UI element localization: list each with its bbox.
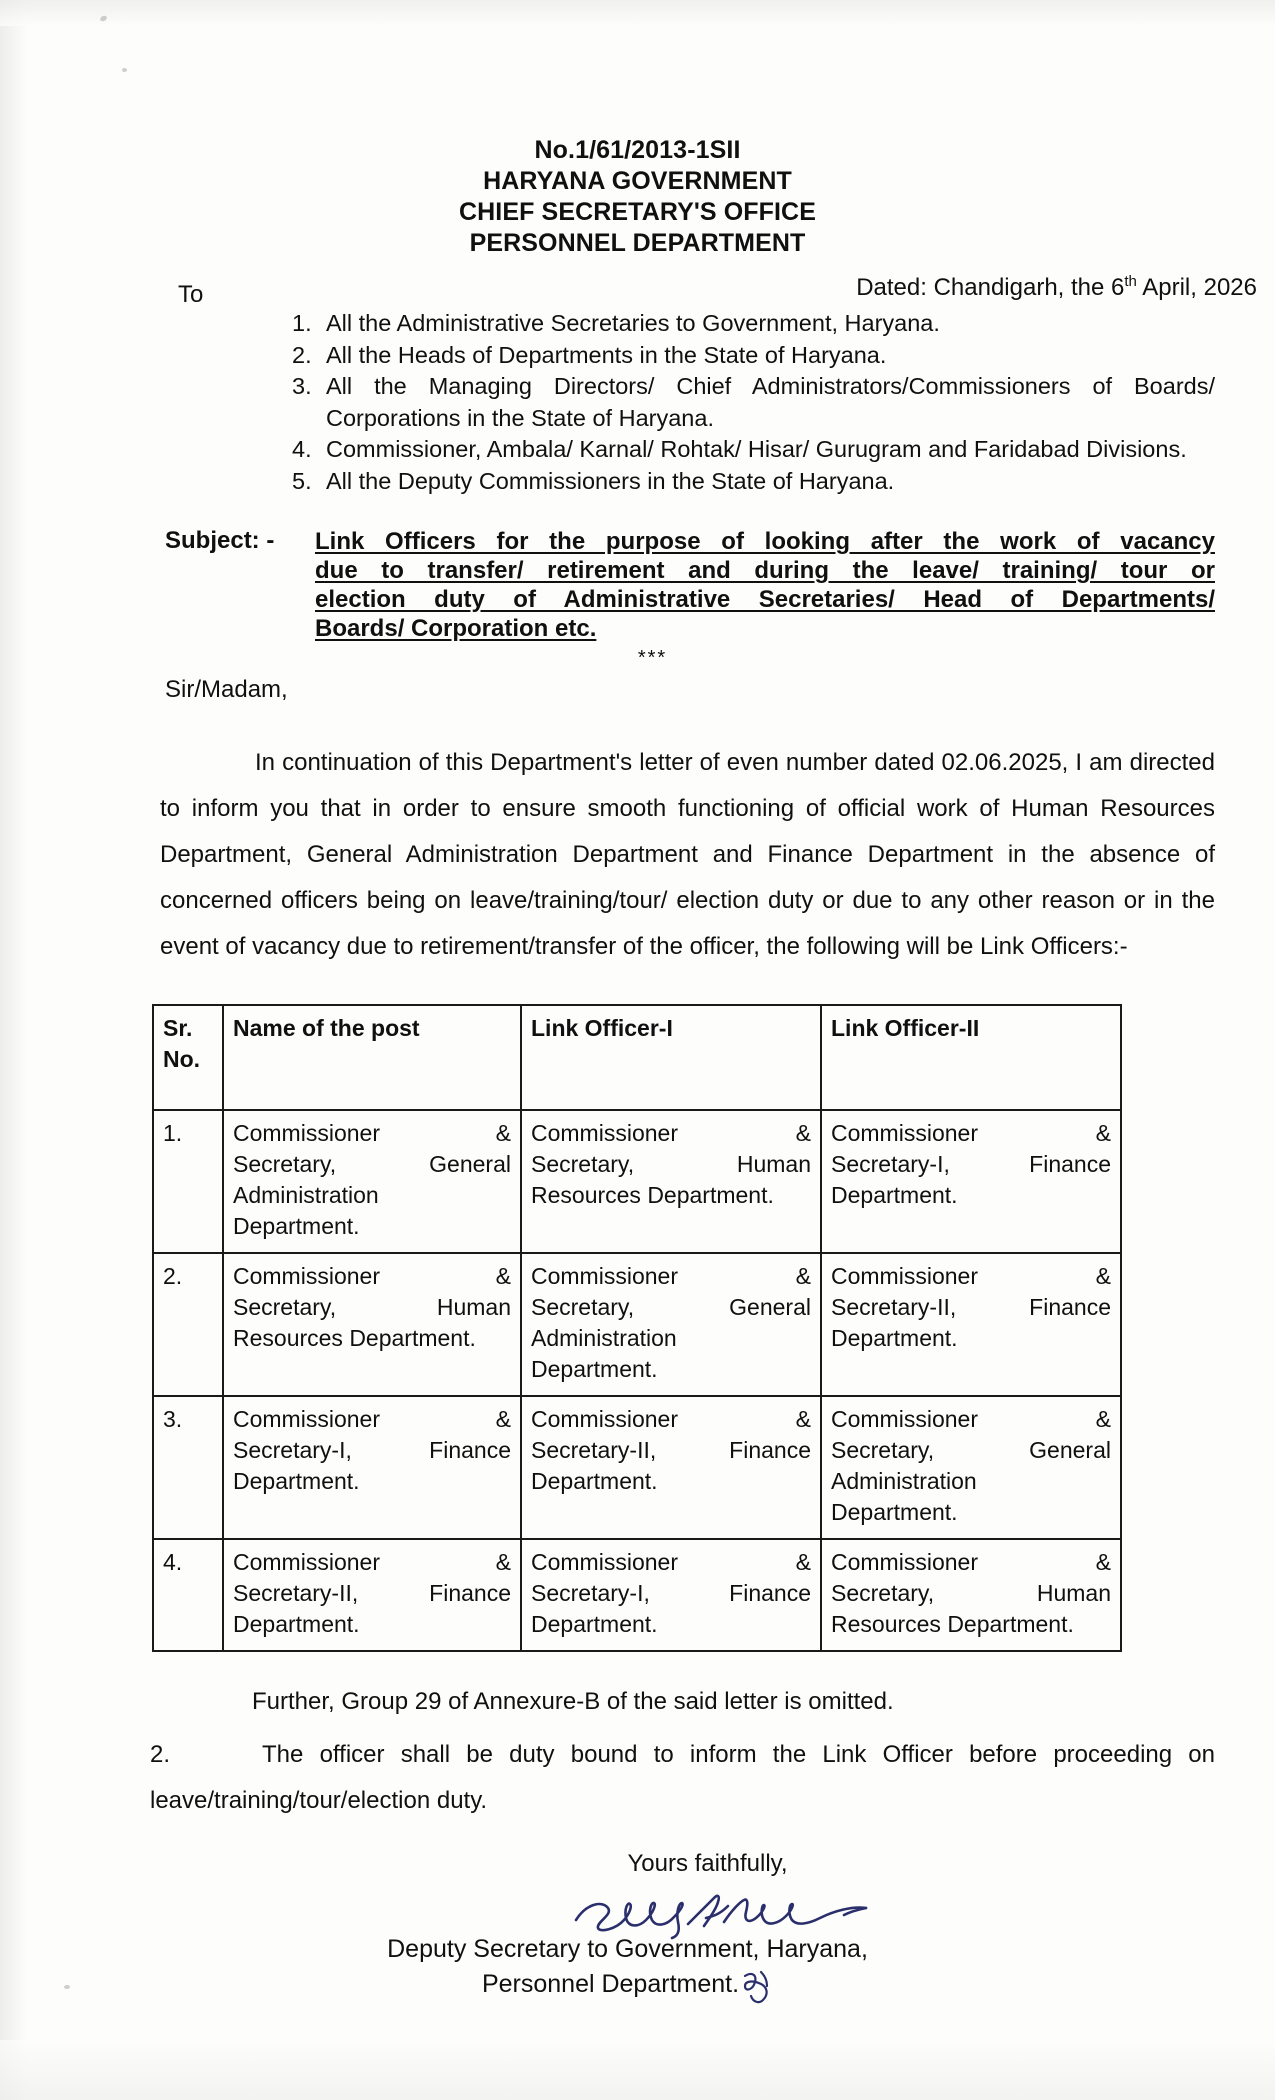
cell-lines — [831, 1404, 1111, 1528]
cell-line: Department. — [531, 1468, 658, 1494]
list-item-text: All the Deputy Commissioners in the State of Haryana. — [326, 467, 895, 494]
signature-block — [0, 1850, 1275, 2015]
cell-line: Commissioner & — [233, 1120, 511, 1146]
list-item-number: 5. — [292, 467, 312, 494]
cell-line: Department. — [233, 1213, 360, 1239]
list-item-number: 2. — [292, 341, 312, 368]
cell-link-officer-1 — [521, 1110, 821, 1253]
list-item-text: Commissioner, Ambala/ Karnal/ Rohtak/ Hisar/ Gurugram and Faridabad Divisions. — [326, 436, 1187, 462]
cell-lines — [233, 1547, 511, 1640]
cell-lines — [233, 1261, 511, 1354]
cell-line: Secretary-II, Finance — [531, 1437, 811, 1463]
header-line-1: HARYANA GOVERNMENT — [483, 167, 792, 195]
designation-line-1: Deputy Secretary to Government, Haryana, — [387, 1935, 868, 1963]
cell-lines — [531, 1547, 811, 1640]
cell-line: Secretary, Human — [531, 1151, 811, 1177]
cell-line: Commissioner & — [531, 1406, 811, 1432]
cell-line: Secretary-I, Finance — [233, 1437, 511, 1463]
paragraph-2-text: The officer shall be duty bound to inform the Link Officer before proceeding on leave/training/tour/election duty. — [150, 1741, 1215, 1814]
subject-block — [0, 527, 1275, 643]
body-paragraph-text: In continuation of this Department's letter of even number dated 02.06.2025, I am directed to inform you that in order to ensure smooth functioning of official work of Human Resources Department, General Administration Department and Finance Department in the absence of concerned officers being on leave/training/tour/ election duty or due to any other reason or in the event of vacancy due to retirement/transfer of the officer, the following will be Link Officers:- — [160, 749, 1215, 960]
cell-link-officer-2 — [821, 1110, 1121, 1253]
cell-line: Secretary, General — [531, 1294, 811, 1320]
cell-line: Department. — [233, 1468, 360, 1494]
list-item — [292, 466, 1215, 498]
list-item — [292, 371, 1215, 434]
cell-line: Department. — [831, 1182, 958, 1208]
column-header-link-officer-1: Link Officer-I — [521, 1005, 821, 1110]
list-item-number: 3. — [292, 373, 312, 399]
handwritten-signature-icon — [210, 1884, 1255, 1936]
cell-sr-no: 3. — [153, 1396, 223, 1539]
further-note — [160, 1682, 1215, 1722]
cell-line: Resources Department. — [233, 1325, 476, 1351]
cell-line: Secretary, General — [233, 1151, 511, 1177]
list-item — [292, 308, 1215, 340]
cell-line: Secretary-II, Finance — [831, 1294, 1111, 1320]
list-item-number: 4. — [292, 436, 312, 462]
cell-line: Commissioner & — [531, 1263, 811, 1289]
cell-line: Secretary, Human — [233, 1294, 511, 1320]
table-row — [153, 1110, 1121, 1253]
body-paragraph — [160, 740, 1215, 970]
cell-link-officer-2 — [821, 1539, 1121, 1651]
dated-prefix: Dated: Chandigarh, the 6 — [856, 274, 1125, 301]
cell-line: Commissioner & — [233, 1406, 511, 1432]
cell-line: Resources Department. — [531, 1182, 774, 1208]
cell-link-officer-1 — [521, 1253, 821, 1396]
cell-lines — [531, 1118, 811, 1211]
cell-line: Department. — [831, 1325, 958, 1351]
cell-line: Commissioner & — [233, 1549, 511, 1575]
subject-line: Boards/ Corporation etc. — [315, 615, 597, 642]
subject-line: Link Officers for the purpose of looking after the work of vacancy — [315, 528, 1215, 555]
cell-sr-no: 1. — [153, 1110, 223, 1253]
letterhead — [0, 135, 1275, 259]
cell-lines — [531, 1261, 811, 1385]
separator-asterisks: *** — [637, 647, 668, 669]
signatory-designation — [0, 1932, 1255, 2015]
cell-post — [223, 1396, 521, 1539]
link-officers-table — [152, 1004, 1122, 1652]
header-line-2: CHIEF SECRETARY'S OFFICE — [459, 198, 816, 226]
cell-lines — [531, 1404, 811, 1497]
cell-line: Commissioner & — [831, 1549, 1111, 1575]
subject-line: due to transfer/ retirement and during the leave/ training/ tour or — [315, 557, 1215, 584]
link-officers-table-wrapper — [152, 1004, 1120, 1652]
dated-suffix: April, 2026 — [1136, 274, 1257, 301]
cell-post — [223, 1253, 521, 1396]
cell-line: Commissioner & — [233, 1263, 511, 1289]
cell-line: Secretary-II, Finance — [233, 1580, 511, 1606]
cell-sr-no: 2. — [153, 1253, 223, 1396]
subject-line: election duty of Administrative Secretaries/ Head of Departments/ — [315, 586, 1215, 613]
scan-edge-bottom — [0, 2040, 1275, 2100]
header-line-3: PERSONNEL DEPARTMENT — [469, 229, 806, 257]
salutation: Sir/Madam, — [165, 676, 288, 703]
sr-no-line2: No. — [163, 1046, 201, 1072]
paragraph-2-number: 2. — [150, 1741, 171, 1768]
cell-line: Department. — [233, 1611, 360, 1637]
yours-faithfully: Yours faithfully, — [627, 1850, 788, 1877]
cell-line: Department. — [531, 1356, 658, 1382]
column-header-sr-no — [153, 1005, 223, 1110]
cell-lines — [831, 1261, 1111, 1354]
cell-line: Department. — [831, 1499, 958, 1525]
column-header-link-officer-2: Link Officer-II — [821, 1005, 1121, 1110]
dated-ordinal: th — [1124, 273, 1137, 290]
cell-lines — [233, 1404, 511, 1497]
subject-text — [315, 527, 1215, 643]
list-item-number: 1. — [292, 310, 312, 336]
cell-lines — [831, 1547, 1111, 1640]
cell-lines — [831, 1118, 1111, 1211]
table-header-row — [153, 1005, 1121, 1110]
sr-no-line1: Sr. — [163, 1015, 193, 1041]
cell-line: Commissioner & — [531, 1120, 811, 1146]
cell-line: Secretary, Human — [831, 1580, 1111, 1606]
list-item — [292, 434, 1215, 466]
signature-initial-icon — [739, 1966, 773, 2015]
cell-line: Secretary-I, Finance — [531, 1580, 811, 1606]
table-row — [153, 1396, 1121, 1539]
cell-lines — [233, 1118, 511, 1242]
cell-line: Secretary, General — [831, 1437, 1111, 1463]
cell-line: Commissioner & — [531, 1549, 811, 1575]
cell-line: Commissioner & — [831, 1263, 1111, 1289]
cell-line: Resources Department. — [831, 1611, 1074, 1637]
cell-link-officer-1 — [521, 1396, 821, 1539]
table-row — [153, 1253, 1121, 1396]
list-item — [292, 340, 1215, 372]
list-item-text: All the Administrative Secretaries to Government, Haryana. — [326, 310, 940, 336]
further-note-text: Further, Group 29 of Annexure-B of the said letter is omitted. — [252, 1688, 894, 1715]
cell-post — [223, 1110, 521, 1253]
list-item-text: All the Heads of Departments in the State of Haryana. — [326, 341, 887, 368]
cell-link-officer-1 — [521, 1539, 821, 1651]
table-row — [153, 1539, 1121, 1651]
cell-link-officer-2 — [821, 1396, 1121, 1539]
cell-line: Secretary-I, Finance — [831, 1151, 1111, 1177]
cell-line: Administration — [831, 1468, 977, 1494]
list-item-text: All the Managing Directors/ Chief Administrators/Commissioners of Boards/ Corporations in the State of Haryana. — [326, 373, 1215, 431]
cell-link-officer-2 — [821, 1253, 1121, 1396]
cell-sr-no: 4. — [153, 1539, 223, 1651]
paragraph-2 — [150, 1732, 1215, 1824]
designation-line-2-wrap — [0, 1966, 1255, 2015]
cell-line: Commissioner & — [831, 1120, 1111, 1146]
cell-line: Department. — [531, 1611, 658, 1637]
cell-line: Administration — [233, 1182, 379, 1208]
cell-post — [223, 1539, 521, 1651]
reference-number: No.1/61/2013-1SII — [534, 136, 741, 164]
cell-line: Commissioner & — [831, 1406, 1111, 1432]
cell-line: Administration — [531, 1325, 677, 1351]
to-label: To — [178, 281, 204, 308]
designation-line-2: Personnel Department. — [481, 1970, 740, 1998]
subject-label: Subject: - — [165, 527, 275, 554]
addressee-list — [0, 308, 1275, 497]
column-header-post: Name of the post — [223, 1005, 521, 1110]
